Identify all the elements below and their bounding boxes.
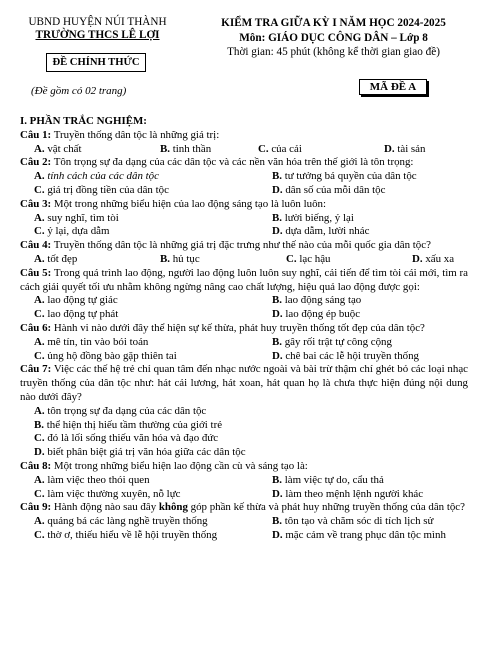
- option-a: A. làm việc theo thói quen: [34, 473, 150, 486]
- option-c: C. của cải: [258, 142, 302, 155]
- options-row: [20, 225, 468, 239]
- question-7: [20, 363, 468, 404]
- option-b: B. hủ tục: [160, 252, 200, 265]
- question-text: Hành động nào sau đây: [53, 501, 159, 514]
- options-row: [20, 294, 468, 308]
- section-title: I. PHẦN TRẮC NGHIỆM:: [20, 115, 147, 127]
- option-a: A. vật chất: [34, 142, 82, 155]
- option-c: C. thờ ơ, thiếu hiểu về lễ hội truyền thống: [34, 528, 218, 541]
- question-number: Câu 8:: [20, 459, 52, 472]
- exam-title: KIỂM TRA GIỮA KỲ I NĂM HỌC 2024-2025: [221, 17, 446, 29]
- question-text: Trong quá trình lao động, người lao động luôn luôn suy nghĩ, cải tiến để tìm tòi cái mới, tìm ra cách giải quyết tối ưu nhằm không ngừng nâng cao chất lượng, hiệu quả lao động được gọi:: [20, 266, 468, 293]
- option-c: C. ỷ lại, dựa dẫm: [34, 225, 110, 238]
- subject-line: Môn: GIÁO DỤC CÔNG DÂN – Lớp 8: [239, 31, 428, 44]
- option-d: D. xấu xa: [412, 252, 455, 265]
- option-b: B. tinh thần: [160, 142, 212, 155]
- option-d: D. dân số của mỗi dân tộc: [272, 183, 386, 196]
- header-left: [10, 16, 185, 42]
- exam-content: [20, 115, 468, 543]
- options-row: [20, 529, 468, 543]
- question-number: Câu 1:: [20, 128, 52, 141]
- option-d: D. làm theo mệnh lệnh người khác: [272, 487, 424, 500]
- question-number: Câu 3:: [20, 197, 52, 210]
- option-c: C. lạc hậu: [286, 252, 331, 265]
- option-a: A. suy nghĩ, tìm tòi: [34, 211, 119, 224]
- question-number: Câu 7:: [20, 363, 52, 376]
- option-c: C. lao động tự phát: [34, 308, 119, 321]
- options-row: [20, 350, 468, 364]
- question-number: Câu 9:: [20, 501, 52, 514]
- option-d: D. biết phân biệt giá trị văn hóa giữa các dân tộc: [34, 446, 246, 459]
- options-row: [20, 515, 468, 529]
- question-text: Việc các thế hệ trẻ chỉ quan tâm đến nhạc nước ngoài và bài trừ thậm chí ghét bỏ các loại nhạc truyền thống của dân tộc như: hát cải lương, hát xoan, hát quan họ là chưa thực hiện đúng nội dung nào dưới đây?: [20, 363, 468, 403]
- option-d: D. dựa dẫm, lười nhác: [272, 225, 370, 238]
- question-emphasis: không: [158, 501, 188, 514]
- option-a: A. tôn trọng sự đa dạng của các dân tộc: [34, 404, 207, 417]
- options-row: [20, 336, 468, 350]
- option-b: B. gây rối trật tự công cộng: [272, 335, 392, 348]
- options-row: [20, 170, 468, 184]
- question-5: [20, 267, 468, 295]
- options-row: [20, 488, 468, 502]
- options-row: [20, 253, 468, 267]
- option-b: B. lao động sáng tạo: [272, 294, 362, 307]
- question-number: Câu 4:: [20, 239, 52, 252]
- options-row: [20, 143, 468, 157]
- option-d: D. mặc cảm về trang phục dân tộc mình: [272, 528, 446, 541]
- option-c: C. đó là lối sống thiếu văn hóa và đạo đức: [34, 432, 219, 445]
- options-row: [20, 184, 468, 198]
- option-a: A. quảng bá các làng nghề truyền thống: [34, 515, 208, 528]
- option-a: A. lao động tự giác: [34, 294, 118, 307]
- question-6: [20, 322, 468, 336]
- option-d: D. tài sản: [384, 142, 426, 155]
- exam-code-badge: MÃ ĐỀ A: [359, 79, 427, 95]
- district-name: UBND HUYỆN NÚI THÀNH: [28, 16, 167, 28]
- options-row: [20, 474, 468, 488]
- header-right: [196, 16, 471, 60]
- option-c: C. giá trị đồng tiền của dân tộc: [34, 183, 169, 196]
- option-d: D. lao động ép buộc: [272, 308, 361, 321]
- option-a: A. mê tín, tin vào bói toán: [34, 335, 149, 348]
- question-8: [20, 460, 468, 474]
- official-label: ĐỀ CHÍNH THỨC: [46, 53, 146, 72]
- question-text-cont: góp phần kế thừa và phát huy những truyền thống của dân tộc?: [187, 501, 465, 514]
- question-number: Câu 5:: [20, 266, 52, 279]
- question-text: Truyền thống dân tộc là những giá trị:: [53, 128, 220, 141]
- options-row: [20, 308, 468, 322]
- question-text: Tôn trọng sự đa dạng của các dân tộc và các nền văn hóa trên thế giới là tôn trọng:: [53, 156, 414, 169]
- option-a: A. tính cách của các dân tộc: [34, 170, 159, 183]
- question-number: Câu 2:: [20, 156, 52, 169]
- option-d: D. chê bai các lễ hội truyền thống: [272, 349, 419, 362]
- question-text: Hành vi nào dưới đây thể hiện sự kế thừa, phát huy truyền thống tốt đẹp của dân tộc?: [53, 321, 425, 334]
- time-line: Thời gian: 45 phút (không kể thời gian giao đề): [227, 46, 440, 58]
- option-b: B. tôn tạo và chăm sóc di tích lịch sử: [272, 515, 434, 528]
- option-b: B. lười biếng, ỷ lại: [272, 211, 354, 224]
- question-text: Một trong những biểu hiện của lao động sáng tạo là luôn luôn:: [53, 197, 326, 210]
- option-b: B. làm việc tự do, cẩu thả: [272, 473, 384, 486]
- school-name: TRƯỜNG THCS LÊ LỢI: [35, 29, 160, 41]
- options-row: [20, 212, 468, 226]
- option-b: B. tư tưởng bá quyền của dân tộc: [272, 170, 417, 183]
- question-text: Truyền thống dân tộc là những giá trị đặc trưng như thế nào của mỗi quốc gia dân tộc?: [53, 239, 431, 252]
- option-c: C. ủng hộ đồng bào gặp thiên tai: [34, 349, 177, 362]
- question-9: [20, 501, 468, 515]
- option-a: A. tốt đẹp: [34, 252, 78, 265]
- question-text: Một trong những biểu hiện lao động cần cù và sáng tạo là:: [53, 459, 308, 472]
- question-4: [20, 239, 468, 253]
- pages-note: (Đề gồm có 02 trang): [31, 85, 127, 97]
- question-2: [20, 156, 468, 170]
- question-number: Câu 6:: [20, 321, 52, 334]
- option-c: C. làm việc thường xuyên, nỗ lực: [34, 487, 181, 500]
- question-3: [20, 198, 468, 212]
- option-b: B. thể hiện thị hiếu tầm thường của giới trẻ: [34, 418, 223, 431]
- question-1: [20, 129, 468, 143]
